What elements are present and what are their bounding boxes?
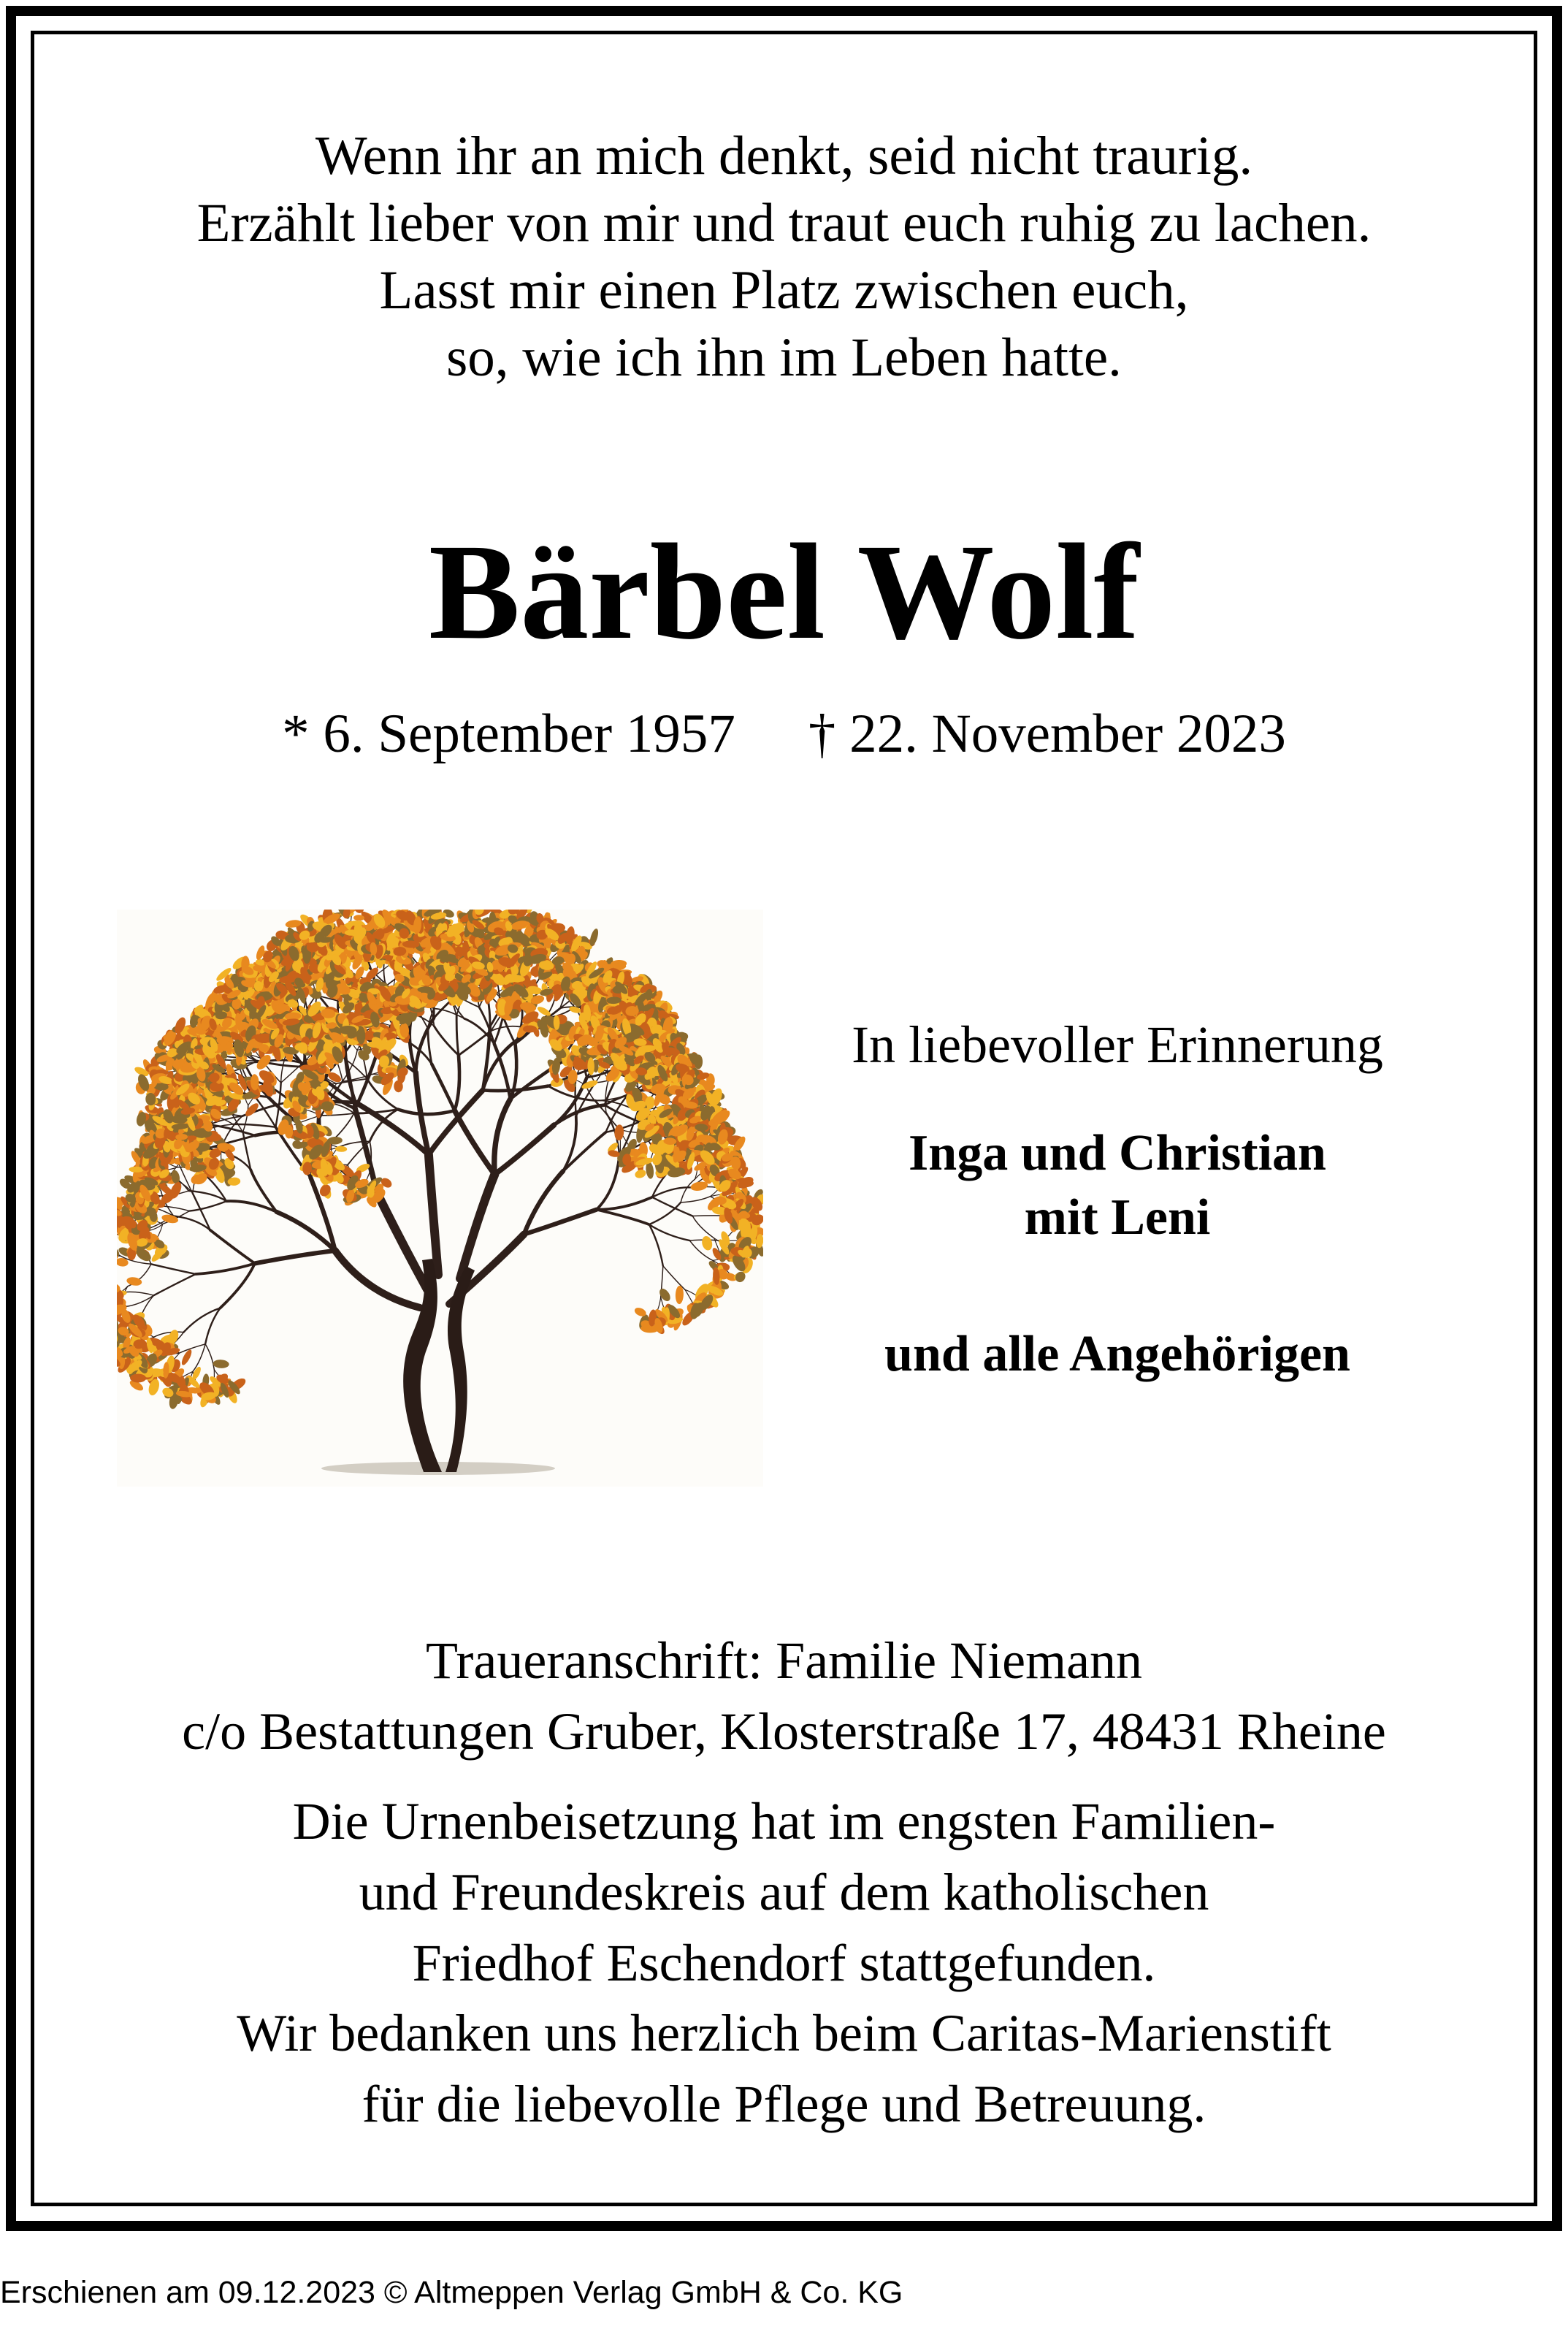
birth-date: * 6. September 1957 [282, 704, 735, 764]
leaf [130, 1374, 146, 1383]
life-dates [0, 701, 1568, 767]
quote-line: Lasst mir einen Platz zwischen euch, [379, 260, 1189, 321]
leaf [367, 1186, 374, 1197]
quote-line: Wenn ihr an mich denkt, seid nicht traurig. [315, 126, 1253, 186]
quote [0, 123, 1568, 392]
autumn-tree-icon [117, 910, 763, 1487]
deceased-name: Bärbel Wolf [428, 515, 1140, 668]
death-date: † 22. November 2023 [808, 704, 1286, 764]
quote-line: Erzählt lieber von mir und traut euch ruhig zu lachen. [196, 193, 1372, 254]
quote-line: so, wie ich ihn im Leben hatte. [446, 327, 1122, 388]
